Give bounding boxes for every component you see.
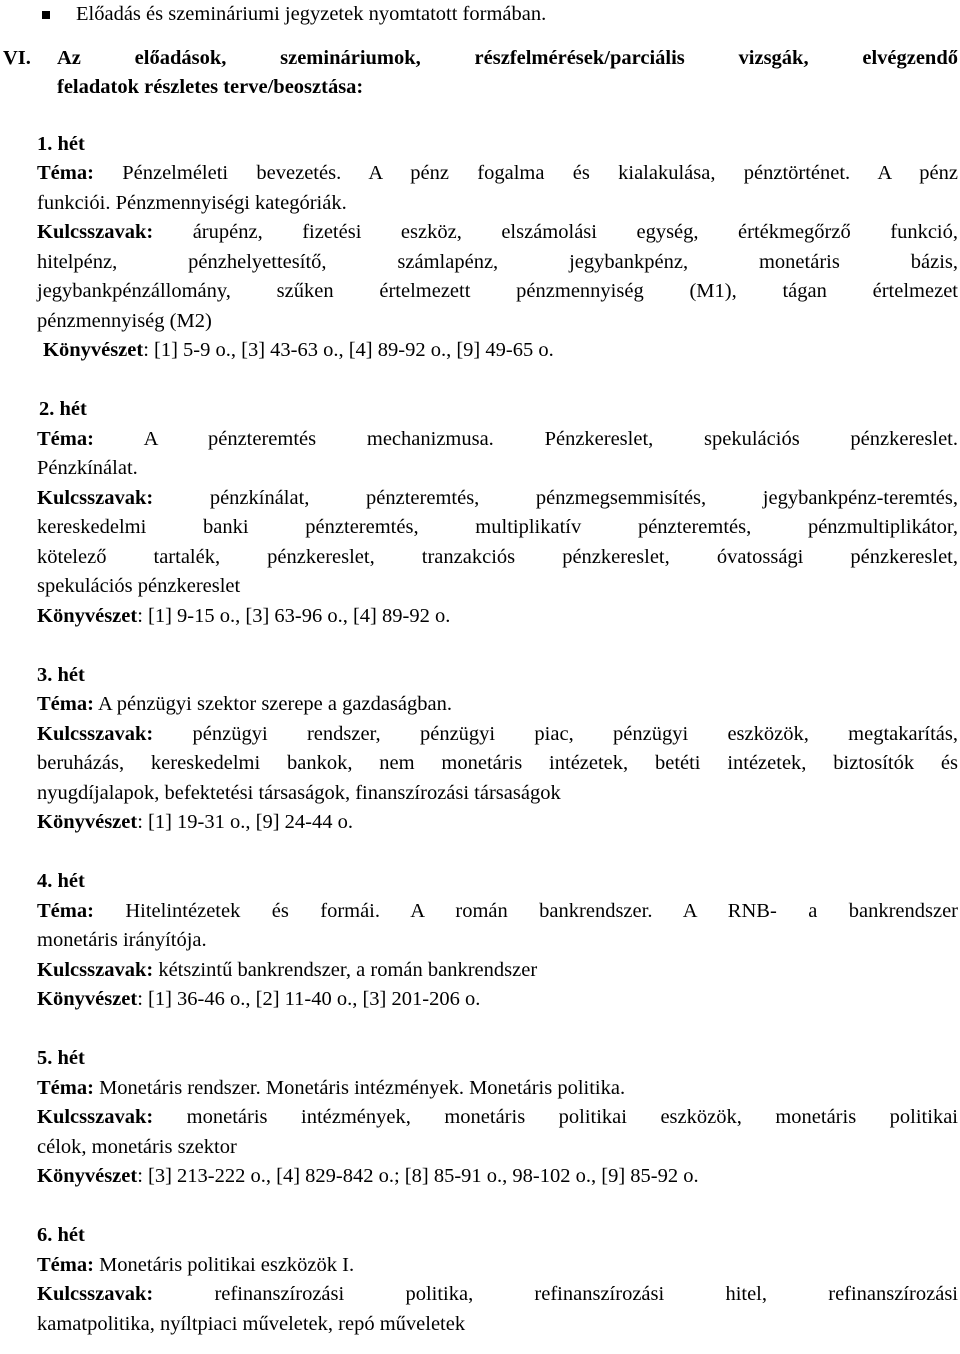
kulcsszavak-text-cont: kereskedelmi banki pénzteremtés, multiplikatív pénzteremtés, pénzmultiplikátor, [37, 516, 958, 538]
kulcsszavak-text-cont: nyugdíjalapok, befektetési társaságok, finanszírozási társaságok [37, 781, 561, 804]
week-heading: 3. hét [37, 663, 85, 686]
konyveszet-text: : [1] 9-15 o., [3] 63-96 o., [4] 89-92 o. [137, 604, 451, 627]
week-block-5 [37, 1044, 958, 1192]
bullet-text: Előadás és szemináriumi jegyzetek nyomtatott formában. [76, 3, 547, 25]
konyveszet-text: : [1] 19-31 o., [9] 24-44 o. [137, 811, 353, 833]
tema-text-cont: Pénzkínálat. [37, 457, 138, 479]
tema-text: Monetáris rendszer. Monetáris intézmények. Monetáris politika. [99, 1076, 626, 1099]
kulcsszavak-text-cont: kamatpolitika, nyíltpiaci műveletek, repó műveletek [37, 1312, 466, 1335]
bullet-item [0, 0, 958, 30]
kulcsszavak-label: Kulcsszavak: [37, 221, 154, 243]
square-bullet-icon [42, 11, 50, 19]
tema-text: A pénzügyi szektor szerepe a gazdaságban. [97, 693, 452, 715]
week-block-1 [37, 130, 958, 366]
kulcsszavak-label: Kulcsszavak: [37, 722, 154, 745]
kulcsszavak-text-cont: jegybankpénzállomány, szűken értelmezett pénzmennyiség (M1), tágan értelmezet [37, 280, 958, 302]
week-heading: 6. hét [37, 1224, 85, 1246]
konyveszet-label: Könyvészet [37, 988, 138, 1010]
kulcsszavak-text-cont: spekulációs pénzkereslet [37, 575, 241, 597]
tema-label: Téma: [37, 162, 94, 184]
section-title-line1: Az előadások, szemináriumok, részfelmérések/parciális vizsgák, elvégzendő [57, 46, 958, 69]
tema-text: Monetáris politikai eszközök I. [99, 1253, 355, 1276]
kulcsszavak-text: árupénz, fizetési eszköz, elszámolási egység, értékmegőrző funkció, [192, 221, 958, 243]
tema-label: Téma: [37, 899, 94, 922]
kulcsszavak-text-cont: hitelpénz, pénzhelyettesítő, számlapénz, jegybankpénz, monetáris bázis, [37, 250, 958, 273]
document-page [3, 0, 959, 1339]
kulcsszavak-text: pénzkínálat, pénzteremtés, pénzmegsemmisítés, jegybankpénz-teremtés, [209, 486, 958, 509]
tema-label: Téma: [37, 427, 94, 450]
week-heading: 5. hét [37, 1047, 85, 1069]
konyveszet-label: Könyvészet [37, 604, 138, 627]
tema-text-cont: monetáris irányítója. [37, 929, 207, 951]
konyveszet-text: : [1] 5-9 o., [3] 43-63 o., [4] 89-92 o., [9] 49-65 o. [143, 339, 554, 361]
week-block-6 [37, 1221, 958, 1339]
kulcsszavak-text: kétszintű bankrendszer, a román bankrendszer [158, 958, 538, 981]
week-block-3 [37, 661, 958, 838]
week-heading: 4. hét [37, 870, 85, 892]
section-title-line2: feladatok részletes terve/beosztása: [57, 76, 364, 98]
tema-label: Téma: [37, 693, 94, 715]
kulcsszavak-text-cont: célok, monetáris szektor [37, 1135, 237, 1158]
kulcsszavak-text: refinanszírozási politika, refinanszírozási hitel, refinanszírozási [214, 1283, 959, 1305]
tema-text: A pénzteremtés mechanizmusa. Pénzkereslet, spekulációs pénzkereslet. [143, 427, 958, 450]
week-heading: 1. hét [37, 132, 85, 155]
tema-text-cont: funkciói. Pénzmennyiségi kategóriák. [37, 191, 347, 214]
week-block-4 [37, 867, 958, 1015]
kulcsszavak-label: Kulcsszavak: [37, 486, 154, 509]
tema-label: Téma: [37, 1253, 94, 1276]
section-heading [3, 44, 958, 103]
kulcsszavak-text: pénzügyi rendszer, pénzügyi piac, pénzügyi eszközök, megtakarítás, [192, 722, 959, 745]
kulcsszavak-text-cont: kötelező tartalék, pénzkereslet, tranzakciós pénzkereslet, óvatossági pénzkereslet, [37, 545, 958, 568]
week-heading: 2. hét [39, 398, 87, 420]
kulcsszavak-text: monetáris intézmények, monetáris politikai eszközök, monetáris politikai [186, 1106, 958, 1128]
konyveszet-label: Könyvészet [37, 811, 138, 833]
konyveszet-label: Könyvészet [37, 1165, 138, 1187]
konyveszet-text: : [1] 36-46 o., [2] 11-40 o., [3] 201-206 o. [137, 988, 481, 1010]
kulcsszavak-label: Kulcsszavak: [37, 958, 154, 981]
tema-text: Hitelintézetek és formái. A román bankrendszer. A RNB- a bankrendszer [125, 899, 958, 922]
kulcsszavak-text-cont: beruházás, kereskedelmi bankok, nem monetáris intézetek, betéti intézetek, biztosítók és [37, 752, 958, 774]
tema-label: Téma: [37, 1076, 94, 1099]
tema-text: Pénzelméleti bevezetés. A pénz fogalma és kialakulása, pénztörténet. A pénz [122, 162, 958, 184]
week-block-2 [37, 395, 958, 631]
konyveszet-label: Könyvészet [43, 339, 144, 361]
kulcsszavak-label: Kulcsszavak: [37, 1283, 154, 1305]
kulcsszavak-text-cont: pénzmennyiség (M2) [37, 309, 212, 332]
konyveszet-text: : [3] 213-222 o., [4] 829-842 o.; [8] 85-91 o., 98-102 o., [9] 85-92 o. [137, 1165, 699, 1187]
kulcsszavak-label: Kulcsszavak: [37, 1106, 154, 1128]
section-number: VI. [3, 46, 31, 69]
